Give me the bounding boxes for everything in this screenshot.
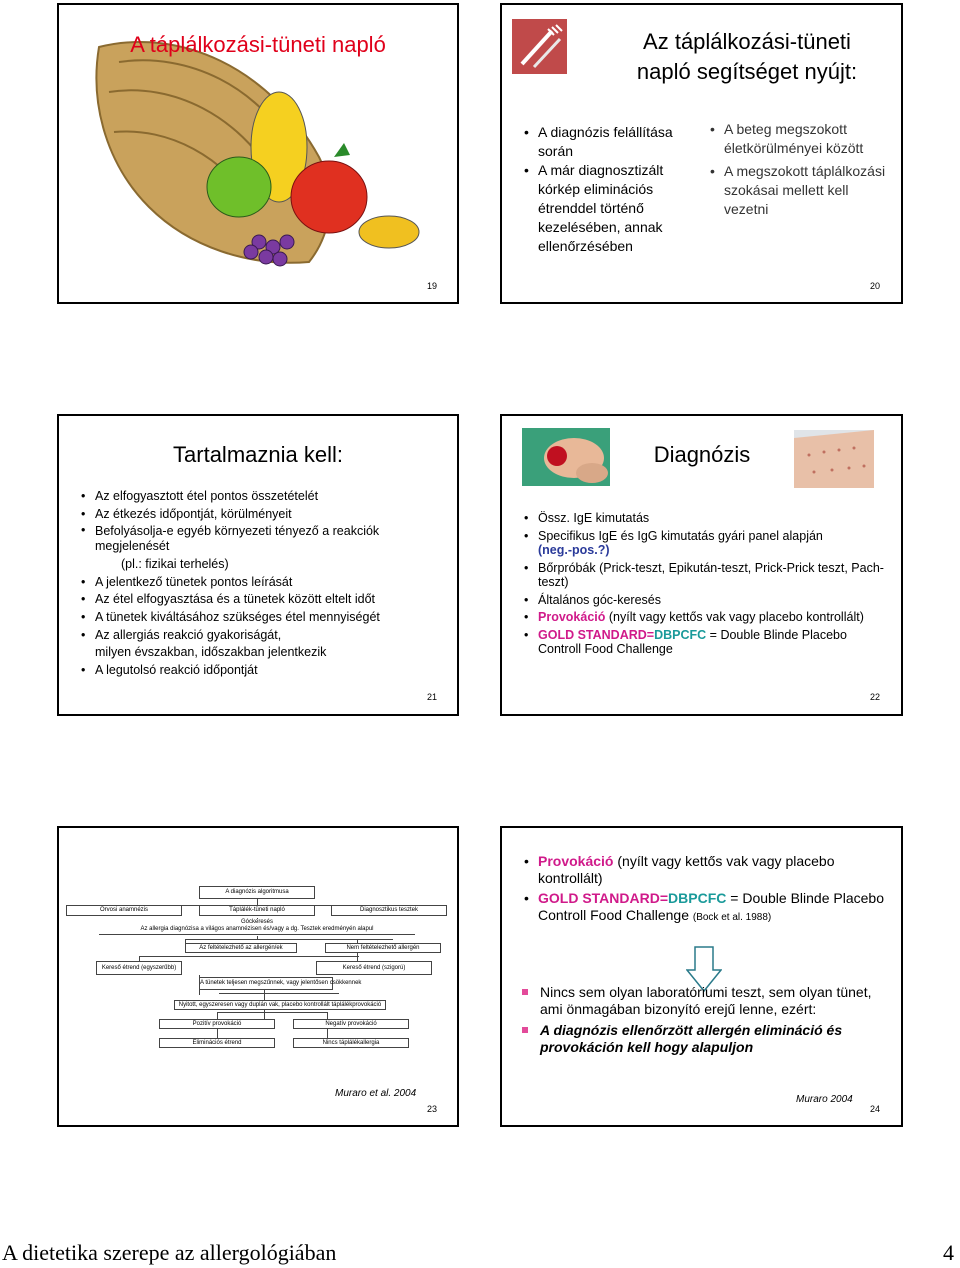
list-item [524,593,884,608]
box-algorithm-title: A diagnózis algoritmusa [199,886,315,899]
title-line-1: Az táplálkozási-tüneti [643,29,851,54]
box-pozitiv: Pozitív provokáció [159,1019,275,1029]
gold-standard-label: GOLD STANDARD= [538,890,669,906]
cornucopia-image [79,37,439,277]
skin-test-photo [522,428,610,486]
list-item: • Az allergiás reakció gyakoriságát, [81,627,451,645]
page-number: 22 [870,692,881,702]
title-line-2: napló segítséget nyújt: [636,59,858,84]
box-feltetelezheto: Az feltételezhető az allergén/ek [185,943,297,953]
item-text: Általános góc-keresés [538,592,661,607]
list-item-continued: milyen évszakban, időszakban jelentkezik [95,645,327,660]
page-number: 21 [427,692,438,702]
item-text: = Double Blinde Placebo Controll Food Challenge [538,627,847,656]
bottom-list [520,984,890,1060]
page-number: 19 [427,281,438,291]
list-item: • Az étel elfogyasztása és a tünetek között eltelt időt [81,591,451,609]
list-item: • A diagnózis felállítása során [524,123,704,161]
algorithm-diagram [59,828,459,1127]
slide-20 [500,3,903,304]
right-list [710,120,895,219]
item-text: Specifikus IgE és IgG kimutatás gyári panel alapján [538,528,823,543]
box-negativ: Negatív provokáció [293,1019,409,1029]
left-list [524,123,704,256]
slide-title: A táplálkozási-tüneti napló [130,32,386,57]
gold-standard-label: GOLD STANDARD= [538,627,655,642]
gockereses-note: Az allergia diagnózisa a világos anamnézisen és/vagy a dg. Tesztek eredményén alapul [140,926,374,932]
list-item: • Befolyásolja-e egyéb környezeti tényező a reakciók megjelenését [81,523,451,556]
list-item: • Az étkezés időpontját, körülményeit [81,506,451,524]
item-text: (nyílt vagy kettős vak vagy placebo kontrollált) [608,610,864,624]
slide-23 [57,826,459,1127]
list-item-continued: (pl.: fizikai terhelés) [121,557,229,572]
footer-page-number: 4 [943,1240,954,1265]
box-gockereses [99,919,415,935]
box-kereso-egyszerubb: Kereső étrend (egyszerűbb) [96,961,182,975]
footer-title: A dietetika szerepe az allergológiában [2,1240,337,1265]
box-eliminacios: Eliminációs étrend [159,1038,275,1048]
box-nincs-allergia: Nincs táplálékallergia [293,1038,409,1048]
slide-title: Tartalmaznia kell: [173,442,343,467]
dbpcfc-label: DBPCFC [668,890,727,906]
slide-21 [57,414,459,716]
box-kereso-szigoru: Kereső étrend (szigorú) [316,961,432,975]
dbpcfc-label: DBPCFC [654,627,707,642]
list-item [524,610,884,625]
provokacio-label: Provokáció [538,610,606,624]
list-item [524,890,899,926]
box-nem-feltetelezheto: Nem feltételezhető allergén [325,943,441,953]
citation: Muraro et al. 2004 [335,1088,417,1099]
list-item: A diagnózis ellenőrzött allergén elimináció és provokáción kell hogy alapuljon [520,1022,890,1056]
content-list [524,511,884,657]
gockereses-label: Góckeresés [240,919,273,925]
slide-19 [57,3,459,304]
list-item: • A legutolsó reakció időpontját [81,662,451,680]
fork-knife-image [512,19,567,74]
citation: Muraro 2004 [796,1094,853,1105]
item-text: = Double Blinde Placebo Controll Food Challenge [538,890,884,923]
box-tesztek: Diagnosztikus tesztek [331,905,447,916]
list-item: • A megszokott táplálkozási szokásai mellett kell vezetni [710,162,895,219]
box-naplo: Táplálék-tüneti napló [199,905,315,916]
top-list [524,853,899,926]
page-number: 23 [427,1104,438,1114]
list-item: • A tünetek kiváltásához szükséges étel mennyiségét [81,609,451,627]
list-item: • A beteg megszokott életkörülményei között [710,120,895,158]
list-item [524,511,884,526]
page-number: 20 [870,281,881,291]
item-citation: (Bock et al. 1988) [692,912,772,923]
slide-title [597,27,897,87]
list-item [524,529,884,558]
slide-24 [500,826,903,1127]
list-item: • Az elfogyasztott étel pontos összetételét [81,488,451,506]
list-item [524,561,884,590]
item-note: (neg.-pos.?) [538,543,610,557]
item-text: Össz. IgE kimutatás [538,511,650,525]
slide-title: Diagnózis [653,442,751,467]
provokacio-label: Provokáció [538,853,614,869]
arm-skin-test-photo [794,430,874,488]
list-item: Nincs sem olyan laboratóriumi teszt, sem olyan tünet, ami önmagában bizonyító erejű lenne, ezért: [520,984,890,1018]
page-number: 24 [870,1104,881,1114]
content-list [81,488,451,679]
list-item: • A már diagnosztizált kórkép eliminációs étrenddel történő kezelésében, annak ellenőrzésében [524,161,704,256]
list-item [524,628,884,657]
box-tunetek: A tünetek teljesen megszűnnek, vagy jelentősen csökkennek [199,977,333,990]
box-anamnezis: Orvosi anamnézis [66,905,182,916]
list-item [524,853,899,887]
item-text: Bőrpróbák (Prick-teszt, Epikután-teszt, Prick-Prick teszt, Pach-teszt) [538,560,884,589]
item-text: (nyílt vagy kettős vak vagy placebo kontrollált) [538,853,835,886]
box-nyitott-provokacio: Nyitott, egyszeresen vagy duplán vak, placebo kontrollált táplálékprovokáció [174,1000,386,1010]
slide-22 [500,414,903,716]
list-item: • A jelentkező tünetek pontos leírását [81,574,451,592]
